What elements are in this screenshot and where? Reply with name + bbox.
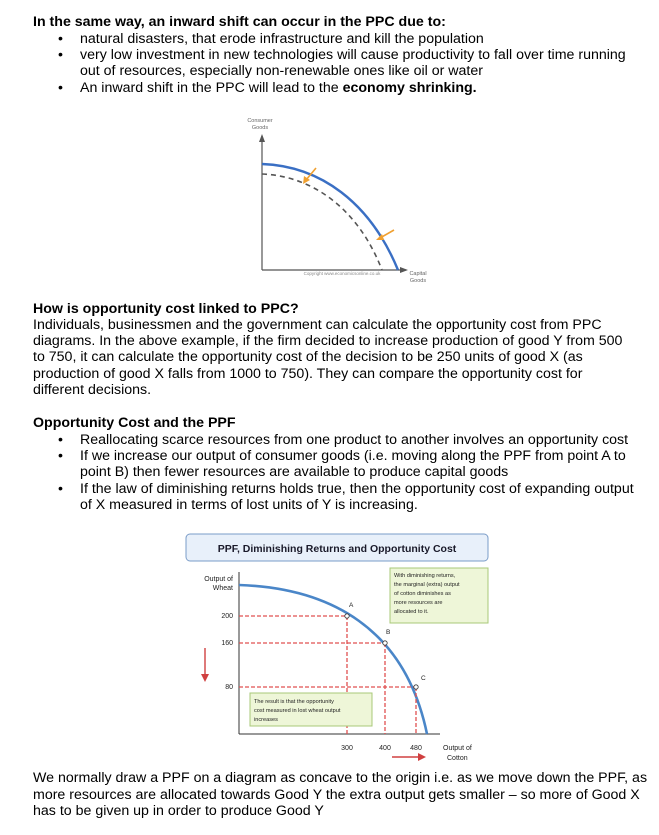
list-item: • If we increase our output of consumer goods (i.e. moving along the PPF from point A to point B) then fewer resources are available to produce capital goods (58, 448, 626, 481)
list-item: • If the law of diminishing returns holds true, then the opportunity cost of expanding output of X measured in terms of lost units of Y is increasing. (58, 480, 634, 513)
note-right-line2: the marginal (extra) output (394, 582, 460, 588)
y-axis-label-line2: Wheat (212, 585, 233, 592)
note-right-line4: more resources are (394, 600, 443, 606)
bullet-text: very low investment in new technologies will cause productivity to fall over time running out of resources, especially non-renewable ones like oil or water (80, 47, 626, 80)
y-tick-label: 160 (221, 640, 233, 647)
y-axis-label-line1: Output of (204, 576, 233, 583)
point-c-label: C (421, 675, 426, 682)
y-tick-label: 80 (225, 684, 233, 691)
y-axis-label-line2: Goods (251, 125, 269, 131)
section3-heading: Opportunity Cost and the PPF (33, 415, 236, 431)
ppc-inward-shift-diagram (230, 112, 440, 292)
list-item: • Reallocating scarce resources from one product to another involves an opportunity cost (58, 432, 629, 448)
section1-heading: In the same way, an inward shift can occur in the PPC due to: (33, 14, 446, 30)
copyright-text: Copyright www.economicsonline.co.uk (303, 271, 381, 276)
x-axis-label-line2: Cotton (447, 755, 468, 762)
point-b-label: B (386, 629, 391, 636)
note-bottom-line3: increases (254, 717, 278, 723)
x-axis-label-line1: Capital (409, 271, 427, 277)
ppf-diminishing-returns-diagram (180, 528, 510, 768)
list-item: • natural disasters, that erode infrastructure and kill the population (58, 31, 484, 47)
section2-heading: How is opportunity cost linked to PPC? (33, 301, 299, 317)
point-a-label: A (349, 602, 354, 609)
x-axis-label-line1: Output of (443, 745, 472, 752)
point-c-marker (414, 685, 418, 689)
bullet-bold-text: economy shrinking. (342, 79, 477, 96)
x-tick-label: 480 (410, 745, 422, 752)
shifted-ppc-curve (262, 174, 382, 270)
y-tick-label: 200 (221, 613, 233, 620)
diagram-title: PPF, Diminishing Returns and Opportunity Cost (217, 543, 457, 555)
note-right-line5: allocated to it. (394, 609, 429, 615)
point-a-marker (345, 614, 349, 618)
closing-paragraph: We normally draw a PPF on a diagram as concave to the origin i.e. as we move down the PPF, as more resources are allocated towards Good Y the extra output gets smaller – so more of Good X has to be given up in order to produce Good Y (33, 770, 648, 819)
increase-arrow-head (418, 753, 426, 761)
bullet-text: An inward shift in the PPC will lead to the (80, 79, 343, 96)
list-item: • very low investment in new technologies will cause productivity to fall over time running out of resources, especially non-renewable ones like oil or water (58, 47, 626, 80)
list-item: • An inward shift in the PPC will lead to the economy shrinking. (58, 79, 477, 96)
note-bottom-line1: The result is that the opportunity (254, 699, 334, 705)
y-axis-arrow (259, 134, 265, 142)
x-tick-label: 400 (379, 745, 391, 752)
section3-bullets (58, 432, 645, 513)
bullet-text: If the law of diminishing returns holds true, then the opportunity cost of expanding output of X measured in terms of lost units of Y is increasing. (80, 480, 634, 513)
bullet-text: If we increase our output of consumer goods (i.e. moving along the PPF from point A to point B) then fewer resources are available to produce capital goods (80, 448, 626, 481)
original-ppc-curve (262, 164, 398, 270)
x-axis-arrow (400, 267, 408, 273)
decrease-arrow-head (201, 674, 209, 682)
bullet-text: Reallocating scarce resources from one product to another involves an opportunity cost (80, 432, 629, 448)
note-right-line3: of cotton diminishes as (394, 591, 451, 597)
x-tick-label: 300 (341, 745, 353, 752)
note-bottom-line2: cost measured in lost wheat output (254, 708, 341, 714)
section1-bullets (58, 31, 640, 96)
point-b-marker (383, 641, 387, 645)
x-axis-label-line2: Goods (409, 278, 427, 284)
y-axis-label-line1: Consumer (247, 118, 273, 124)
section2-paragraph: Individuals, businessmen and the government can calculate the opportunity cost from PPC diagrams. In the above example, if the firm decided to increase production of good Y from 500 to 750, it can calculate the opportunity cost of the decision to be 250 units of good X (as production of good X falls from 1000 to 750). They can compare the opportunity cost for different decisions. (33, 317, 623, 398)
bullet-text: natural disasters, that erode infrastructure and kill the population (80, 31, 484, 47)
note-right-line1: With diminishing returns, (394, 573, 456, 579)
